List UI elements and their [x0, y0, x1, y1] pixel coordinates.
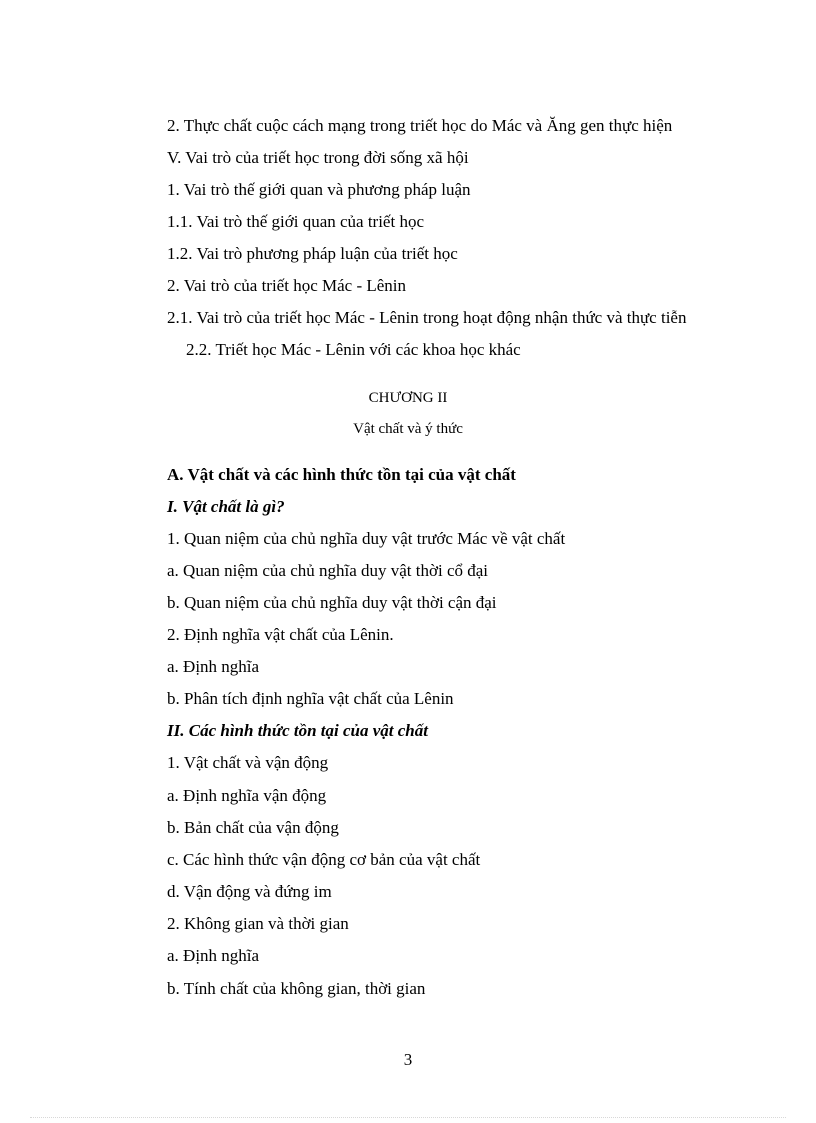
- toc-line: 2.1. Vai trò của triết học Mác - Lênin trong hoạt động nhận thức và thực tiễn: [167, 308, 687, 327]
- toc-line: a. Định nghĩa: [167, 657, 260, 676]
- toc-line: 2.2. Triết học Mác - Lênin với các khoa học khác: [186, 340, 521, 359]
- toc-line: a. Định nghĩa: [167, 946, 260, 965]
- chapter-title: CHƯƠNG II: [368, 390, 448, 406]
- toc-line: 1. Quan niệm của chủ nghĩa duy vật trước Mác về vật chất: [167, 529, 566, 548]
- toc-line: 1.2. Vai trò phương pháp luận của triết học: [167, 244, 458, 263]
- page-number: 3: [403, 1050, 413, 1069]
- toc-line: c. Các hình thức vận động cơ bản của vật chất: [167, 850, 481, 869]
- toc-line: d. Vận động và đứng im: [167, 882, 332, 901]
- toc-line: 1.1. Vai trò thế giới quan của triết học: [167, 212, 425, 231]
- toc-line: 2. Vai trò của triết học Mác - Lênin: [167, 276, 407, 295]
- toc-line: 2. Không gian và thời gian: [167, 914, 349, 933]
- toc-line: a. Định nghĩa vận động: [167, 786, 327, 805]
- toc-line: 1. Vật chất và vận động: [167, 753, 329, 772]
- toc-line: V. Vai trò của triết học trong đời sống xã hội: [167, 148, 469, 167]
- toc-line: 1. Vai trò thế giới quan và phương pháp luận: [167, 180, 471, 199]
- toc-line: b. Tính chất của không gian, thời gian: [167, 979, 426, 998]
- toc-line: 2. Thực chất cuộc cách mạng trong triết học do Mác và Ăng gen thực hiện: [167, 116, 673, 135]
- chapter-subtitle: Vật chất và ý thức: [353, 421, 463, 437]
- toc-line: b. Bản chất của vận động: [167, 818, 339, 837]
- toc-line: a. Quan niệm của chủ nghĩa duy vật thời cổ đại: [167, 561, 489, 580]
- section-heading: A. Vật chất và các hình thức tồn tại của vật chất: [167, 465, 516, 484]
- toc-line: b. Phân tích định nghĩa vật chất của Lênin: [167, 689, 454, 708]
- toc-line: b. Quan niệm của chủ nghĩa duy vật thời cận đại: [167, 593, 497, 612]
- page-bottom-divider: [30, 1117, 786, 1118]
- subsection-heading: II. Các hình thức tồn tại của vật chất: [167, 721, 428, 740]
- toc-line: 2. Định nghĩa vật chất của Lênin.: [167, 625, 394, 644]
- subsection-heading: I. Vật chất là gì?: [167, 497, 285, 516]
